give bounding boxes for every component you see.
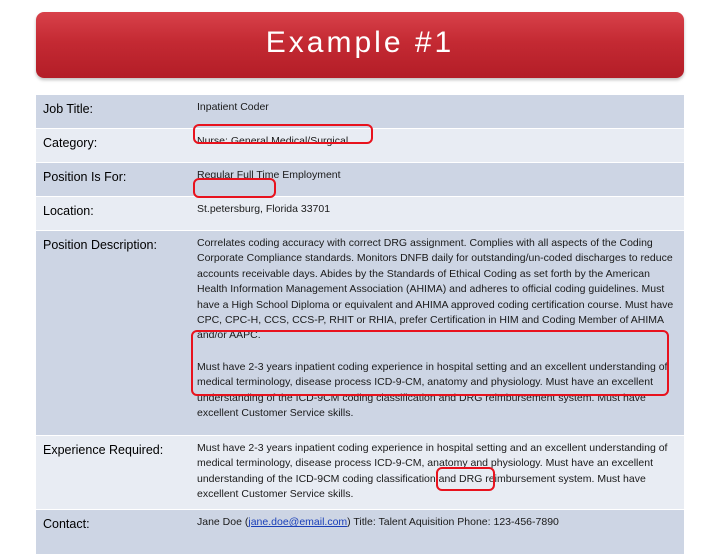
row-location [36, 197, 684, 231]
position-description-label: Position Description: [36, 231, 191, 436]
description-paragraph-2: Must have 2-3 years inpatient coding experience in hospital setting and an excellent understanding of medical terminology, disease process ICD-9-CM, anatomy and physiology. Must have an excellent understanding of the ICD-9CM coding classification and DRG reimbursement system. Must have excellent Customer Service skills. [197, 360, 668, 420]
slide-title: Example #1 [265, 26, 455, 59]
job-title-value: Inpatient Coder [191, 95, 684, 129]
experience-label: Experience Required: [36, 436, 191, 510]
contact-email-link[interactable]: jane.doe@email.com [248, 516, 348, 528]
category-value: Nurse: General Medical/Surgical [191, 129, 684, 163]
contact-label: Contact: [36, 510, 191, 555]
row-contact [36, 510, 684, 555]
job-title-label: Job Title: [36, 95, 191, 129]
row-position-description [36, 231, 684, 436]
description-paragraph-1: Correlates coding accuracy with correct DRG assignment. Complies with all aspects of the Coding Corporate Compliance standards. Monitors DNFB daily for outstanding/un-coded discharges to reduce accounts receivable days. Abides by the Standards of Ethical Coding as set forth by the American Health Information Management Association (AHIMA) and adheres to official coding guidelines. Must have a High School Diploma or equivalent and AHIMA approved coding certification course. Must have CPC, CPC-H, CCS, CCS-P, RHIT or RHIA, prefer Certification in HIM and Coding Member of AHIMA and/or AAPC. [197, 237, 674, 342]
experience-value: Must have 2-3 years inpatient coding experience in hospital setting and an excellent understanding of medical terminology, disease process ICD-9-CM, anatomy and physiology. Must have an excellent understanding of the ICD-9CM coding classification and DRG reimbursement system. Must have excellent Customer Service skills. [191, 436, 684, 510]
job-posting-table [36, 95, 684, 555]
contact-details: ) Title: Talent Aquisition Phone: 123-456-7890 [347, 516, 559, 528]
row-job-title [36, 95, 684, 129]
title-banner [36, 12, 684, 78]
row-position-is-for [36, 163, 684, 197]
row-category [36, 129, 684, 163]
position-is-for-label: Position Is For: [36, 163, 191, 197]
category-label: Category: [36, 129, 191, 163]
row-experience-required [36, 436, 684, 510]
location-label: Location: [36, 197, 191, 231]
position-is-for-value: Regular Full Time Employment [191, 163, 684, 197]
location-value: St.petersburg, Florida 33701 [191, 197, 684, 231]
position-description-value [191, 231, 684, 436]
contact-value [191, 510, 684, 555]
contact-name: Jane Doe ( [197, 516, 249, 528]
